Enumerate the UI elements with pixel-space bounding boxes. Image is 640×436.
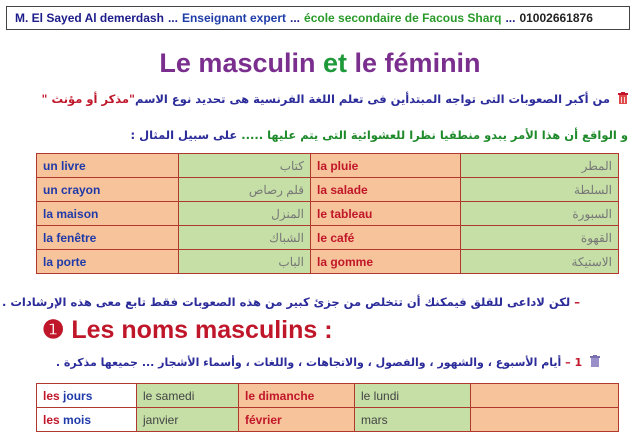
vocab-fem-word: la gomme xyxy=(311,250,461,274)
intro-line-2-tail: على سبيل المثال : xyxy=(130,128,238,142)
intro-line-1-highlight: "مذكر أو مؤنث " xyxy=(41,92,136,106)
vocab-fem-word: la salade xyxy=(311,178,461,202)
author-phone: 01002661876 xyxy=(519,11,593,25)
title-part-3: le féminin xyxy=(354,48,481,78)
masc-example-cell: février xyxy=(239,408,355,432)
header-separator: ... xyxy=(505,11,516,25)
header-bar xyxy=(6,6,630,30)
masc-example-cell xyxy=(471,408,619,432)
masc-example-cell: janvier xyxy=(137,408,239,432)
masculine-table xyxy=(36,383,619,432)
author-role: Enseignant expert xyxy=(181,11,286,25)
vocab-masc-arabic: الشباك xyxy=(179,226,311,250)
vocab-row xyxy=(37,154,619,178)
intro-line-2 xyxy=(130,128,628,142)
vocab-fem-word: la pluie xyxy=(311,154,461,178)
vocab-fem-word: le café xyxy=(311,226,461,250)
masc-example-cell xyxy=(471,384,619,408)
author-school: école secondaire de Facous Sharq xyxy=(304,11,502,25)
vocab-row xyxy=(37,226,619,250)
vocab-masc-word: la maison xyxy=(37,202,179,226)
masc-row-noun: jours xyxy=(63,388,93,403)
masc-row xyxy=(37,384,619,408)
vocab-row xyxy=(37,178,619,202)
advice-line xyxy=(2,295,580,309)
masc-row-article: les xyxy=(43,412,60,427)
page-title xyxy=(0,48,640,79)
vocab-fem-arabic: القهوة xyxy=(461,226,619,250)
section-title-text: Les noms masculins : xyxy=(71,316,333,344)
masc-row xyxy=(37,408,619,432)
rule-1-line xyxy=(56,355,600,369)
masc-row-noun: mois xyxy=(63,412,92,427)
trash-bullet-icon xyxy=(618,92,628,104)
section-number-icon: ❶ xyxy=(42,316,65,344)
trash-bullet-icon xyxy=(590,355,600,367)
header-separator: ... xyxy=(167,11,178,25)
vocab-fem-arabic: السلطة xyxy=(461,178,619,202)
intro-line-1 xyxy=(42,92,628,106)
intro-line-1-text: من أكبر الصعوبات التى تواجه المبتدأين فى تعلم اللغة الفرنسية هى تحديد نوع الاسم xyxy=(135,92,610,106)
vocab-masc-word: la porte xyxy=(37,250,179,274)
vocab-masc-arabic: قلم رصاص xyxy=(179,178,311,202)
advice-text: لكن لاداعى للقلق فيمكنك أن تتخلص من جزئ كبير من هذه الصعوبات فقط تابع معى هذه الإرشادات . xyxy=(1,295,571,309)
vocab-row xyxy=(37,202,619,226)
masc-example-cell: le samedi xyxy=(137,384,239,408)
vocab-masc-arabic: كتاب xyxy=(179,154,311,178)
header-separator: ... xyxy=(290,11,301,25)
vocab-fem-arabic: السبورة xyxy=(461,202,619,226)
masc-row-article: les xyxy=(43,388,60,403)
title-part-1: Le masculin xyxy=(159,48,316,78)
advice-dash: – xyxy=(574,295,580,309)
masc-row-label xyxy=(37,408,137,432)
masc-row-label xyxy=(37,384,137,408)
rule-1-text: أيام الأسبوع ، والشهور ، والفصول ، والاتجاهات ، واللغات ، وأسماء الأشجار ... جميعها مذكرة . xyxy=(55,356,562,369)
title-part-2: et xyxy=(323,48,348,78)
vocab-masc-arabic: الباب xyxy=(179,250,311,274)
rule-1-number: 1 – xyxy=(565,356,583,369)
vocab-row xyxy=(37,250,619,274)
author-name: M. El Sayed Al demerdash xyxy=(15,11,164,25)
masc-example-cell: le lundi xyxy=(355,384,471,408)
vocab-fem-word: le tableau xyxy=(311,202,461,226)
vocab-masc-word: la fenêtre xyxy=(37,226,179,250)
vocab-fem-arabic: المطر xyxy=(461,154,619,178)
masc-example-cell: mars xyxy=(355,408,471,432)
vocab-masc-word: un livre xyxy=(37,154,179,178)
masc-example-cell: le dimanche xyxy=(239,384,355,408)
vocab-fem-arabic: الاستيكة xyxy=(461,250,619,274)
intro-line-2-text: و الواقع أن هذا الأمر يبدو منطقيا نظرا للعشوائية التى يتم عليها ..... xyxy=(241,128,628,142)
vocab-masc-arabic: المنزل xyxy=(179,202,311,226)
vocab-masc-word: un crayon xyxy=(37,178,179,202)
vocab-table xyxy=(36,153,619,274)
section-heading xyxy=(42,315,333,345)
